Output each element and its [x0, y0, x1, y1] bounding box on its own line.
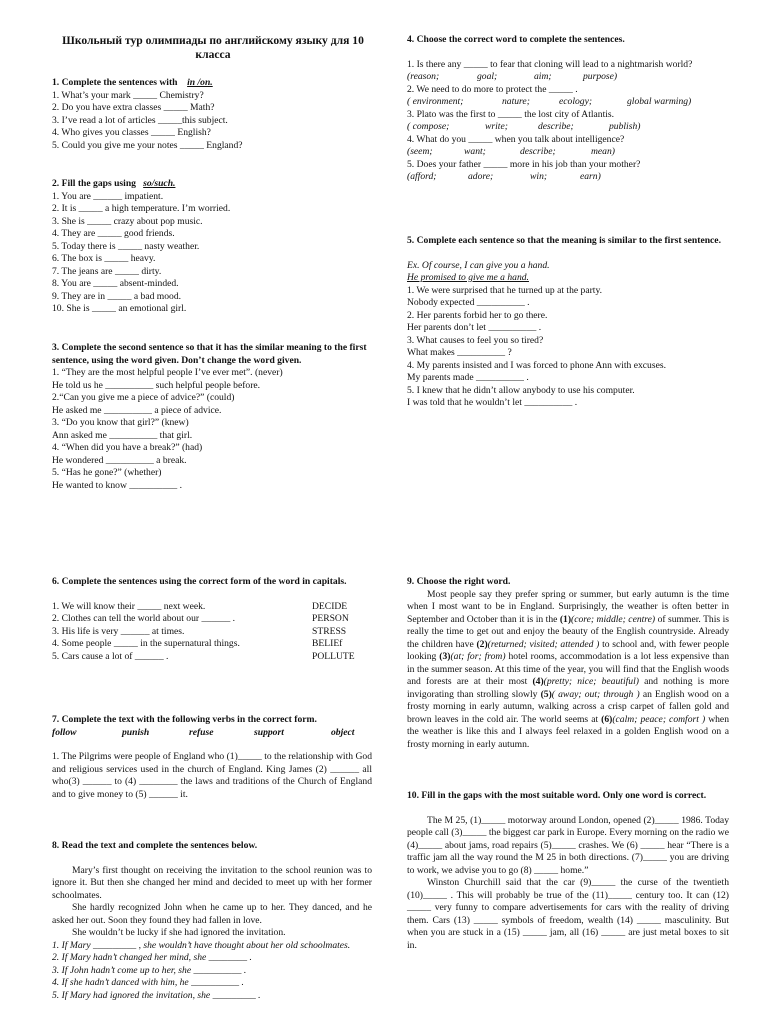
option: (afford; [407, 171, 437, 182]
task-6-word: PERSON [312, 613, 349, 624]
task-5-item: 4. My parents insisted and I was forced to phone Ann with excuses. [407, 359, 666, 371]
task-5-example-answer: He promised to give me a hand. [407, 272, 529, 283]
option: describe; [538, 121, 574, 132]
gap-number: (2) [476, 638, 488, 650]
title-text: Школьный тур олимпиады по английскому языку для 10 класса [62, 34, 364, 61]
task-3-item: 2.“Can you give me a piece of advice?” (could) [52, 392, 235, 403]
task-2 [52, 178, 372, 316]
gap-options: (calm; peace; comfort ) [612, 713, 706, 725]
task-9 [407, 576, 729, 751]
option: ( environment; [407, 96, 464, 107]
task-10 [407, 790, 729, 952]
task-8-paragraph: Mary’s first thought on receiving the invitation to the school reunion was to ignore it. But then she changed her mind and decided to meet up with her former schoolmates. [52, 864, 372, 901]
gap-number: (5) [540, 688, 552, 700]
task-5-item: 2. Her parents forbid her to go there. [407, 309, 548, 321]
task-2-item: 4. They are _____ good friends. [52, 228, 175, 239]
gap-number: (4) [532, 676, 544, 687]
option: publish) [609, 121, 641, 132]
task-2-heading-text: 2. Fill the gaps using [52, 178, 136, 189]
task-5-item: Nobody expected __________ . [407, 297, 530, 308]
task-1-heading-text: 1. Complete the sentences with [52, 77, 178, 88]
gap-options: (at; for; from) [450, 651, 506, 662]
option: purpose) [583, 71, 618, 82]
text-span: of summer. This is really the time to get out and enjoy the beauty of the English countryside. Already the children have [407, 613, 729, 650]
task-6-sentence: 2. Clothes can tell the world about our ______ . [52, 613, 236, 624]
task-3-item: He wanted to know __________ . [52, 479, 183, 491]
task-3-item: He told us he __________ such helpful people before. [52, 379, 261, 391]
task-2-item: 5. Today there is _____ nasty weather. [52, 240, 200, 252]
task-4-options [407, 121, 725, 134]
task-5-item: My parents made __________ . [407, 372, 529, 383]
task-4-question: 5. Does your father _____ more in his job than your mother? [407, 158, 641, 170]
task-1-item: 1. What’s your mark _____ Chemistry? [52, 89, 204, 101]
text-span: when the weather is like this and I always feel relaxed in a golden English wood on a frosty morning in early autumn. [407, 713, 729, 750]
task-3-item: He asked me __________ a piece of advice. [52, 404, 222, 416]
task-3-item: 4. “When did you have a break?” (had) [52, 442, 203, 453]
option: global warming) [627, 96, 692, 107]
task-4 [407, 34, 725, 184]
task-8-item: 1. If Mary _________ , she wouldn’t have thought about her old schoolmates. [52, 939, 351, 951]
task-4-question: 1. Is there any _____ to fear that cloning will lead to a nightmarish world? [407, 58, 693, 70]
task-5-item: What makes __________ ? [407, 347, 512, 358]
task-4-question: 3. Plato was the first to _____ the lost city of Atlantis. [407, 108, 615, 120]
option: (seem; [407, 146, 433, 157]
task-4-options [407, 96, 725, 109]
verb: refuse [189, 726, 214, 738]
task-7-text: 1. The Pilgrims were people of England who (1)_____ to the relationship with God and religious services used in the church of England. King James (2) ______ all who(3) ______ to (4) ________ the laws and traditions of the Church of England and to give money to (5) ______ it. [52, 751, 372, 800]
task-7 [52, 714, 372, 801]
text-span: hotel rooms, accommodation is a lot less expensive than in the summer season. At this time of the year, you will find that the English woods and forests are at their most [407, 651, 729, 687]
task-3-item: Ann asked me __________ that girl. [52, 429, 193, 441]
task-6-sentence: 5. Cars cause a lot of ______ . [52, 650, 169, 662]
task-2-item: 2. It is _____ a high temperature. I’m worried. [52, 203, 231, 214]
option: write; [485, 121, 508, 132]
option: ecology; [559, 96, 593, 107]
task-2-item: 6. The box is _____ heavy. [52, 253, 156, 264]
verb: punish [122, 726, 150, 738]
verb: support [254, 726, 284, 738]
option: goal; [477, 71, 498, 82]
text-span: and nothing is more invigorating than strolling slowly [407, 676, 729, 700]
task-6-row [52, 626, 362, 639]
task-8-item: 4. If she hadn’t danced with him, he __________ . [52, 977, 244, 988]
text-span: an English wood on a frosty morning in early autumn, walking across a crisp carpet of fallen gold and brown leaves in the cold air. The world seems at [407, 688, 729, 725]
task-6-sentence: 3. His life is very ______ at times. [52, 625, 185, 637]
option: nature; [502, 96, 530, 107]
gap-number: (6) [601, 713, 613, 725]
task-5-item: I was told that he wouldn’t let __________ . [407, 397, 578, 408]
task-5-item: 1. We were surprised that he turned up at the party. [407, 284, 603, 296]
task-8-paragraph: She wouldn’t be lucky if she had ignored the invitation. [72, 927, 286, 938]
task-4-question: 4. What do you _____ when you talk about intelligence? [407, 133, 625, 145]
task-1-item: 3. I’ve read a lot of articles _____this subject. [52, 114, 228, 126]
task-6-row [52, 613, 362, 626]
task-3-item: 1. “They are the most helpful people I’ve ever met”. (never) [52, 367, 283, 378]
task-8 [52, 840, 372, 1002]
task-5-example: Ex. Of course, I can give you a hand. [407, 259, 550, 271]
task-2-words: so/such. [143, 178, 176, 189]
task-2-heading [52, 178, 372, 191]
task-4-heading: 4. Choose the correct word to complete the sentences. [407, 34, 625, 45]
task-4-options [407, 146, 725, 159]
gap-options: (returned; visited; attended ) [487, 638, 600, 650]
task-5-item: Her parents don’t let __________ . [407, 322, 542, 333]
option: describe; [520, 146, 556, 157]
task-6-sentence: 4. Some people _____ in the supernatural things. [52, 638, 240, 649]
task-6-row [52, 638, 362, 651]
task-1-item: 5. Could you give me your notes _____ England? [52, 139, 243, 151]
task-5-item: 3. What causes to feel you so tired? [407, 334, 544, 346]
task-9-text [407, 589, 729, 752]
option: adore; [468, 171, 494, 182]
task-6 [52, 576, 362, 663]
task-6-row [52, 651, 362, 664]
task-8-item: 2. If Mary hadn’t changed her mind, she ________ . [52, 952, 252, 963]
task-8-item: 3. If John hadn’t come up to her, she __________ . [52, 964, 247, 976]
task-5-item: 5. I knew that he didn’t allow anybody to use his computer. [407, 384, 635, 396]
task-6-word: STRESS [312, 625, 347, 637]
task-8-item: 5. If Mary had ignored the invitation, she _________ . [52, 989, 261, 1001]
task-6-word: BELIEf [312, 638, 343, 649]
task-5-heading: 5. Complete each sentence so that the meaning is similar to the first sentence. [407, 235, 721, 246]
task-10-paragraph: Winston Churchill said that the car (9)_____ the curse of the twentieth (10)_____ . This will probably be true of the (11)_____ century too. It can (12) _____ very funny to compare advertisements for cars with the reality of driving them. Cars (13) _____ symbols of freedom, wealth (14) _____ masculinity. But when you are stuck in a (15) _____ jam, all (16) _____ are just metal boxes to sit in. [407, 877, 729, 951]
task-8-heading: 8. Read the text and complete the sentences below. [52, 840, 258, 851]
gap-options: (core; middle; centre) [571, 613, 656, 625]
task-2-item: 9. They are in _____ a bad mood. [52, 290, 182, 302]
verb: object [331, 726, 355, 738]
option: mean) [591, 146, 615, 157]
task-6-word: POLLUTE [312, 650, 355, 662]
task-3-heading: 3. Complete the second sentence so that it has the similar meaning to the first sentence, using the word given. Don’t change the word given. [52, 342, 367, 366]
task-1-heading [52, 77, 372, 90]
task-10-paragraph: The M 25, (1)_____ motorway around London, opened (2)_____ 1986. Today people call (3)_____ the biggest car park in Europe. Every morning on the radio we (4)_____ about jams, road repairs (5)_____ crashes. We (6) _____ hear “There is a traffic jam all the way round the M 25 in both directions. (7)_____ you are driving to work, we advise you to go (8) _____ home.” [407, 814, 729, 876]
option: want; [464, 146, 486, 157]
task-1-words: in /on. [187, 77, 213, 88]
text-span: Most people say they prefer spring or summer, but early autumn is the time when I most want to be in England. Surprisingly, the weather is often better in September and October than it is in the [407, 588, 729, 625]
task-8-paragraph: She hardly recognized John when he came up to her. They danced, and he asked her out. Soon they found they had fallen in love. [52, 902, 372, 926]
task-3-item: He wondered __________ a break. [52, 454, 187, 466]
page-title [52, 34, 374, 62]
task-10-heading: 10. Fill in the gaps with the most suitable word. Only one word is correct. [407, 790, 707, 801]
task-3 [52, 342, 374, 492]
task-5 [407, 235, 725, 410]
task-6-row [52, 601, 362, 614]
option: win; [530, 171, 548, 182]
text-span: to school and, with fewer people looking [407, 638, 729, 662]
option: aim; [534, 71, 552, 82]
verb: follow [52, 726, 77, 738]
gap-options: ( away; out; through ) [551, 688, 640, 700]
task-9-heading: 9. Choose the right word. [407, 576, 511, 587]
task-4-question: 2. We need to do more to protect the _____ . [407, 83, 578, 95]
task-4-options [407, 171, 725, 184]
task-6-sentence: 1. We will know their _____ next week. [52, 600, 206, 612]
task-1-item: 4. Who gives you classes _____ English? [52, 127, 211, 138]
task-1-item: 2. Do you have extra classes _____ Math? [52, 102, 215, 113]
task-2-item: 3. She is _____ crazy about pop music. [52, 215, 203, 227]
task-4-options [407, 71, 725, 84]
task-2-item: 10. She is _____ an emotional girl. [52, 303, 187, 314]
gap-number: (1) [559, 613, 572, 625]
task-2-item: 7. The jeans are _____ dirty. [52, 265, 162, 277]
task-7-heading: 7. Complete the text with the following verbs in the correct form. [52, 714, 317, 725]
task-2-item: 8. You are _____ absent-minded. [52, 278, 179, 289]
option: ( compose; [407, 121, 450, 132]
task-2-item: 1. You are ______ impatient. [52, 190, 164, 202]
gap-number: (3) [439, 651, 451, 662]
gap-options: (pretty; nice; beautiful) [543, 676, 639, 687]
option: earn) [580, 171, 601, 182]
task-3-item: 5. “Has he gone?” (whether) [52, 467, 162, 478]
task-1 [52, 77, 372, 152]
option: (reason; [407, 71, 440, 82]
task-6-word: DECIDE [312, 600, 348, 612]
task-6-heading: 6. Complete the sentences using the correct form of the word in capitals. [52, 576, 347, 587]
task-7-verbs [52, 727, 372, 740]
task-3-item: 3. “Do you know that girl?” (knew) [52, 417, 189, 428]
